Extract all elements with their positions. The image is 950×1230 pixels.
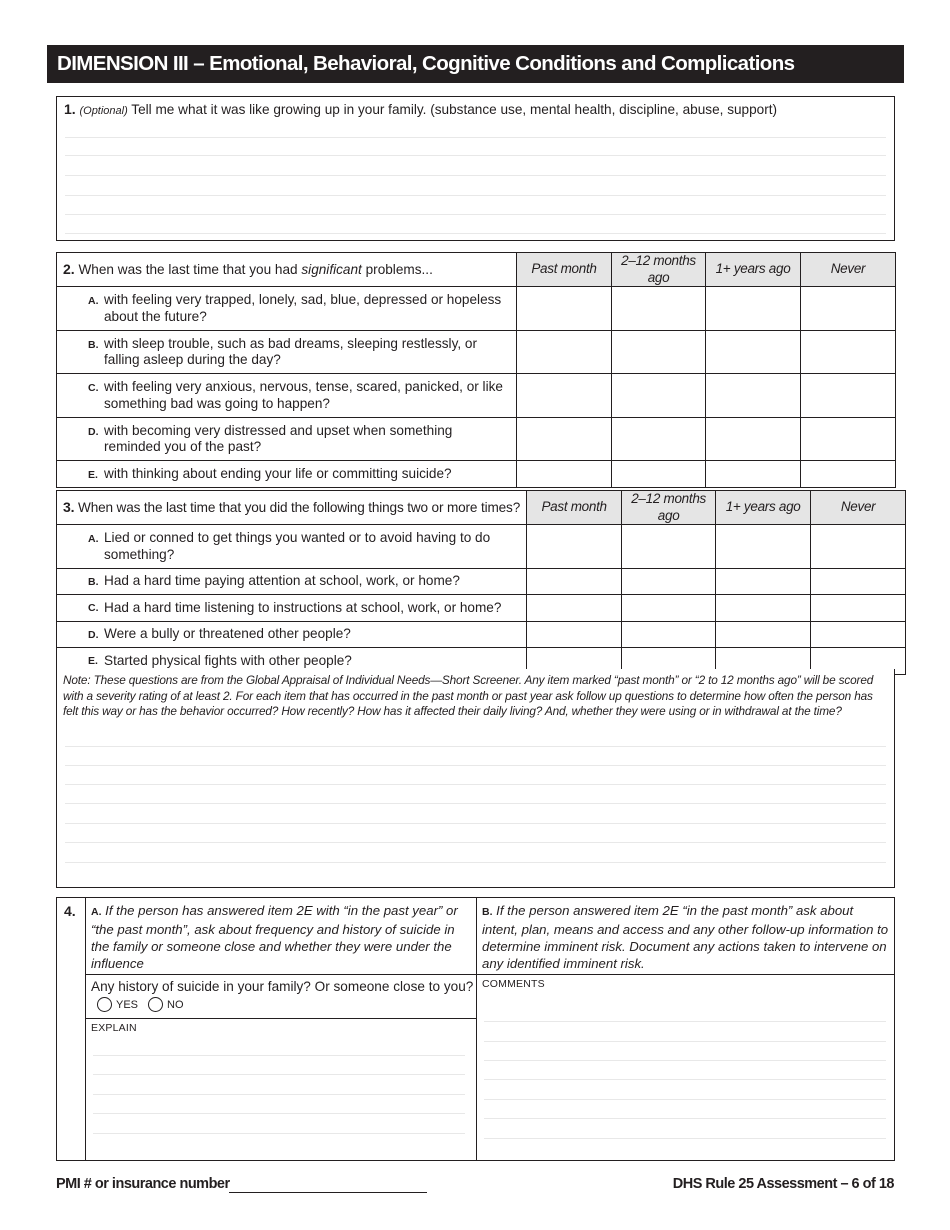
answer-cell[interactable] (801, 374, 896, 418)
answer-cell[interactable] (527, 569, 622, 595)
question-4-number: 4. (64, 903, 76, 919)
question-1-answer-area[interactable] (57, 121, 894, 240)
table-row (57, 331, 896, 374)
question-2a: A. with feeling very trapped, lonely, sad, blue, depressed or hopeless about the future? (57, 287, 517, 331)
question-3-table (56, 490, 906, 675)
table-row (57, 374, 896, 418)
question-2-table (56, 252, 896, 488)
column-header-2-12-months: 2–12 months ago (612, 253, 706, 287)
answer-cell[interactable] (622, 595, 716, 622)
column-header-2-12-months: 2–12 months ago (622, 491, 716, 525)
page-label: DHS Rule 25 Assessment – 6 of 18 (672, 1176, 894, 1192)
answer-cell[interactable] (517, 461, 612, 488)
comments-answer-area[interactable] (477, 975, 894, 1160)
question-4a-instructions: A. If the person has answered item 2E with “in the past year” or “the past month”, ask about frequency and history of suicide in the family or someone close and whether they were under the influence (91, 903, 458, 971)
answer-cell[interactable] (706, 418, 801, 461)
answer-cell[interactable] (517, 287, 612, 331)
optional-tag: (Optional) (79, 105, 128, 117)
answer-cell[interactable] (612, 418, 706, 461)
table-row (57, 525, 906, 569)
answer-cell[interactable] (716, 622, 811, 648)
yes-label: YES (116, 998, 139, 1011)
answer-cell[interactable] (811, 525, 906, 569)
column-header-1-plus-years: 1+ years ago (716, 491, 811, 525)
answer-cell[interactable] (716, 595, 811, 622)
answer-cell[interactable] (706, 461, 801, 488)
question-2-prompt: 2. When was the last time that you had significant problems... (57, 253, 517, 287)
table-row (57, 569, 906, 595)
answer-cell[interactable] (801, 331, 896, 374)
column-header-never: Never (801, 253, 896, 287)
answer-cell[interactable] (612, 331, 706, 374)
no-radio[interactable] (148, 997, 163, 1012)
comments-label: COMMENTS (482, 978, 545, 990)
answer-cell[interactable] (612, 461, 706, 488)
column-header-never: Never (811, 491, 906, 525)
suicide-history-options (97, 997, 184, 1012)
pmi-label: PMI # or insurance number (56, 1176, 230, 1192)
table-row (57, 461, 896, 488)
question-3a: A. Lied or conned to get things you wanted or to avoid having to do something? (57, 525, 527, 569)
answer-cell[interactable] (716, 569, 811, 595)
table-row (57, 287, 896, 331)
answer-cell[interactable] (706, 287, 801, 331)
screener-note: Note: These questions are from the Global Appraisal of Individual Needs—Short Screener. Any item marked “past month” or “2 to 12 months ago” will be scored with a severity rating of at least 2. For each item that has occurred in the past month or past year ask follow up questions to determine how often the person has felt this way or has the behavior occurred? How recently? How has it affected their daily living? And, whether they were using or in withdrawal at the time? (63, 673, 874, 718)
answer-cell[interactable] (517, 418, 612, 461)
answer-cell[interactable] (811, 569, 906, 595)
answer-cell[interactable] (612, 374, 706, 418)
explain-label: EXPLAIN (91, 1022, 137, 1034)
question-3-prompt: 3. When was the last time that you did the following things two or more times? (57, 491, 527, 525)
answer-cell[interactable] (811, 622, 906, 648)
answer-cell[interactable] (527, 595, 622, 622)
no-label: NO (167, 998, 184, 1011)
answer-cell[interactable] (527, 525, 622, 569)
dimension-title: DIMENSION III – Emotional, Behavioral, Cognitive Conditions and Complications (47, 45, 904, 83)
answer-cell[interactable] (801, 418, 896, 461)
answer-cell[interactable] (716, 525, 811, 569)
answer-cell[interactable] (801, 287, 896, 331)
question-1-text (64, 101, 777, 120)
note-answer-area[interactable] (57, 729, 894, 887)
table-row (57, 418, 896, 461)
question-2b: B. with sleep trouble, such as bad dreams, sleeping restlessly, or falling asleep during the day? (57, 331, 517, 374)
question-3c: C. Had a hard time listening to instructions at school, work, or home? (57, 595, 527, 622)
table-row (57, 595, 906, 622)
question-3e: E. Started physical fights with other people? (57, 648, 527, 675)
suicide-history-question: Any history of suicide in your family? Or someone close to you? (91, 979, 474, 994)
question-2d: D. with becoming very distressed and upset when something reminded you of the past? (57, 418, 517, 461)
question-4-box (56, 897, 895, 1161)
answer-cell[interactable] (801, 461, 896, 488)
answer-cell[interactable] (517, 331, 612, 374)
question-3d: D. Were a bully or threatened other people? (57, 622, 527, 648)
answer-cell[interactable] (517, 374, 612, 418)
answer-cell[interactable] (622, 569, 716, 595)
answer-cell[interactable] (612, 287, 706, 331)
column-header-past-month: Past month (527, 491, 622, 525)
note-box (56, 669, 895, 888)
pmi-input-line[interactable] (229, 1192, 427, 1193)
question-1-number: 1. (64, 101, 76, 117)
answer-cell[interactable] (527, 622, 622, 648)
answer-cell[interactable] (622, 622, 716, 648)
column-header-past-month: Past month (517, 253, 612, 287)
question-1-prompt: Tell me what it was like growing up in your family. (substance use, mental health, discipline, abuse, support) (127, 102, 778, 117)
question-4b-instructions: B. If the person answered item 2E “in the past month” ask about intent, plan, means and access and any other follow-up information to determine imminent risk. Document any actions taken to intervene on any identified imminent risk. (482, 903, 889, 971)
yes-radio[interactable] (97, 997, 112, 1012)
question-2e: E. with thinking about ending your life or committing suicide? (57, 461, 517, 488)
column-header-1-plus-years: 1+ years ago (706, 253, 801, 287)
explain-answer-area[interactable] (86, 1019, 476, 1160)
question-2c: C. with feeling very anxious, nervous, tense, scared, panicked, or like something bad was going to happen? (57, 374, 517, 418)
answer-cell[interactable] (706, 331, 801, 374)
answer-cell[interactable] (622, 525, 716, 569)
answer-cell[interactable] (706, 374, 801, 418)
question-3b: B. Had a hard time paying attention at school, work, or home? (57, 569, 527, 595)
answer-cell[interactable] (811, 595, 906, 622)
question-1-box (56, 96, 895, 241)
table-row (57, 622, 906, 648)
